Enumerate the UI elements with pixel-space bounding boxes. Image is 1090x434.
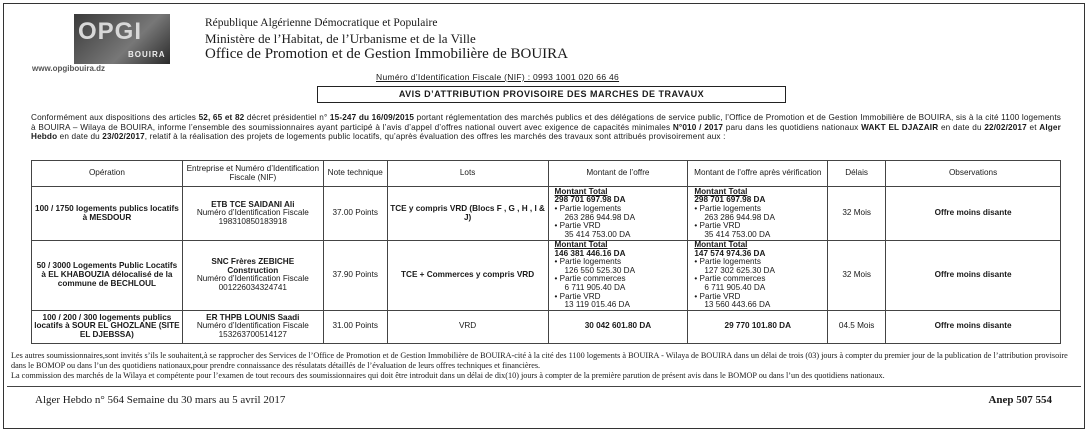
cell-operation: 100 / 200 / 300 logements publics locatifs à SOUR EL GHOZLANE (SITE EL DJEBSSA) [32,310,183,343]
col-note: Note technique [323,161,387,187]
cell-montant-apres: 29 770 101.80 DA [688,310,828,343]
footer-line-1: Les autres soumissionnaires,sont invités s’ils le souhaitent,à se rapprocher des Services de l’Office de Promotion et de Gestion Immobilière de BOUIRA-cité à la cité des 1100 logements à BOUIRA - Wilaya de BOUIRA dans un délai de trois (03) jours à compter du premier jour de la publication de l’attribution provisoire dans le BOMOP ou dans l’un des quotidiens nationaux,pour prendre connaissance des résulatats détaillés de l’évaluation de leurs offres techniques et financières. [11,351,1068,370]
cell-montant: 30 042 601.80 DA [548,310,688,343]
anep-reference: Anep 507 554 [988,394,1052,406]
col-operation: Opération [32,161,183,187]
nif-line: Numéro d’Identification Fiscale (NIF) : 0993 1001 020 66 46 [376,72,620,82]
col-lots: Lots [387,161,548,187]
col-delais: Délais [828,161,886,187]
header-republic: République Algérienne Démocratique et Populaire [205,17,438,29]
header-ministry: Ministère de l’Habitat, de l’Urbanisme et de la Ville [205,31,476,46]
cell-montant-apres: Montant Total 298 701 697.98 DA • Partie logements 263 286 944.98 DA • Partie VRD 35 414 753.00 DA [688,187,828,241]
logo-city: BOUIRA [128,50,166,59]
logo-url: www.opgibouira.dz [32,64,106,73]
cell-montant: Montant Total 298 701 697.98 DA • Partie logements 263 286 944.98 DA • Partie VRD 35 414 753.00 DA [548,187,688,241]
col-observations: Observations [886,161,1061,187]
table-row [32,310,1061,343]
cell-lots: TCE y compris VRD (Blocs F , G , H , I & J) [387,187,548,241]
cell-delais: 04.5 Mois [828,310,886,343]
cell-entreprise: ETB TCE SAIDANI Ali Numéro d’Identification Fiscale 198310850183918 [182,187,323,241]
awards-table [31,160,1061,344]
cell-lots: TCE + Commerces y compris VRD [387,241,548,311]
cell-operation: 100 / 1750 logements publics locatifs à MESDOUR [32,187,183,241]
intro-paragraph: Conformément aux dispositions des articles 52, 65 et 82 décret présidentiel n° 15-247 du 16/09/2015 portant réglementation des marchés publics et des délégations de service public, l’Office de Promotion et de Gestion Immobilière de BOUIRA, sis à la cité 1100 logements à BOUIRA – Wilaya de BOUIRA, informe l’ensemble des soumissionnaires ayant participé à l’avis d’appel d’offres national ouvert avec exigence de capacités minimales N°010 / 2017 paru dans les quotidiens nationaux WAKT EL DJAZAIR en date du 22/02/2017 et Alger Hebdo en date du 23/02/2017, relatif à la réalisation des projets de logements public locatifs, qu’après évaluation des offres les marchés des travaux sont attribués provisoirement aux : [31,113,1062,142]
cell-note: 37.90 Points [323,241,387,311]
cell-observation: Offre moins disante [886,310,1061,343]
cell-observation: Offre moins disante [886,187,1061,241]
col-montant-apres: Montant de l’offre après vérification [688,161,828,187]
table-header-row [32,161,1061,187]
cell-entreprise: SNC Frères ZEBICHE Construction Numéro d’Identification Fiscale 001226034324741 [182,241,323,311]
cell-entreprise: ER THPB LOUNIS Saadi Numéro d’Identification Fiscale 153263700514127 [182,310,323,343]
cell-observation: Offre moins disante [886,241,1061,311]
col-montant: Montant de l’offre [548,161,688,187]
cell-note: 31.00 Points [323,310,387,343]
footer-divider [7,386,1081,387]
cell-lots: VRD [387,310,548,343]
cell-delais: 32 Mois [828,187,886,241]
opgi-logo [32,14,182,76]
footer-line-2: La commission des marchés de la Wilaya et compétente pour l’examen de tout recours des soumissionnaires qui doit être introduit dans un délai de dix(10) jours à compter de la première parution de présent avis dans le BOMOP ou dans l’un des quotidiens nationaux. [11,371,885,380]
cell-note: 37.00 Points [323,187,387,241]
cell-montant-apres: Montant Total 147 574 974.36 DA • Partie logements 127 302 625.30 DA • Partie commerces 6 711 905.40 DA • Partie VRD 13 560 443.66 DA [688,241,828,311]
publication-source: Alger Hebdo n° 564 Semaine du 30 mars au 5 avril 2017 [35,394,286,406]
header-office: Office de Promotion et de Gestion Immobilière de BOUIRA [205,46,568,62]
col-entreprise: Entreprise et Numéro d’Identification Fiscale (NIF) [182,161,323,187]
notice-title: AVIS D’ATTRIBUTION PROVISOIRE DES MARCHES DE TRAVAUX [317,86,786,103]
table-row [32,241,1061,311]
logo-wordmark: OPGI [78,18,143,45]
cell-operation: 50 / 3000 Logements Public Locatifs à EL KHABOUZIA délocalisé de la commune de BECHLOUL [32,241,183,311]
cell-delais: 32 Mois [828,241,886,311]
table-row [32,187,1061,241]
cell-montant: Montant Total 146 381 446.16 DA • Partie logements 126 550 525.30 DA • Partie commerces 6 711 905.40 DA • Partie VRD 13 119 015.46 DA [548,241,688,311]
footer-notice [11,351,1079,381]
